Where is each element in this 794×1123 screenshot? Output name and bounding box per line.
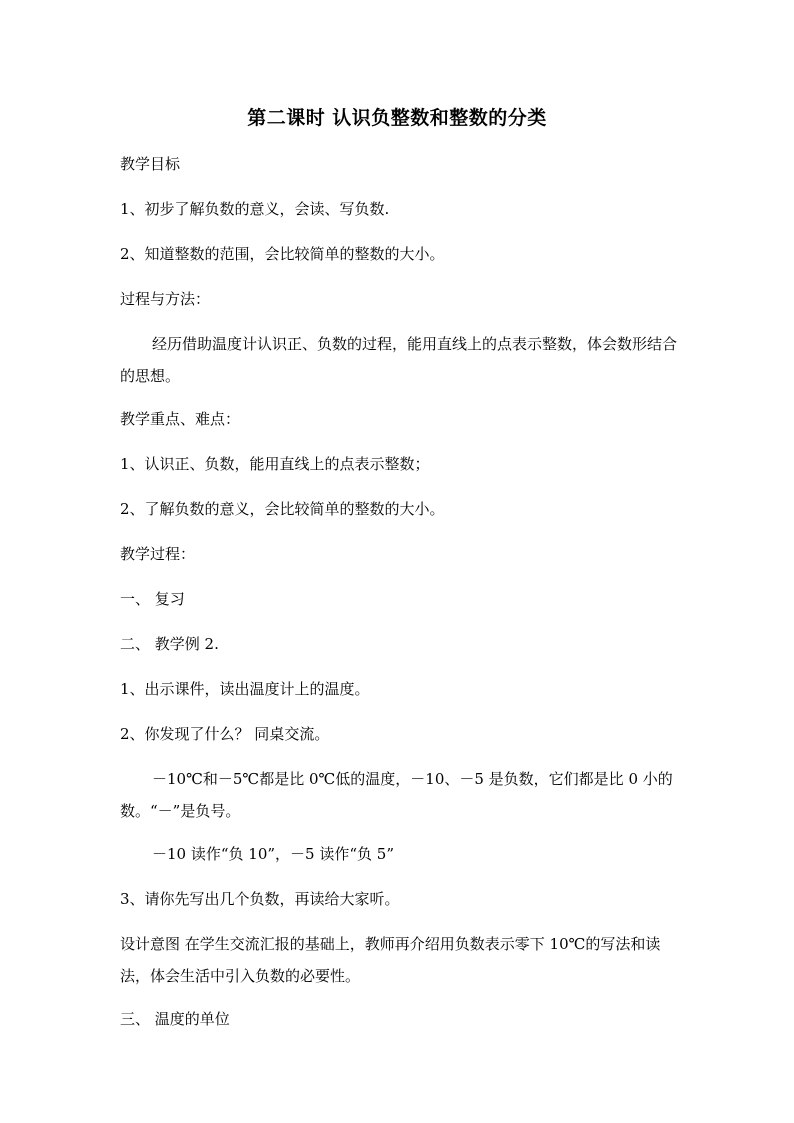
key-point-item-2: 2、了解负数的意义，会比较简单的整数的大小。 (120, 500, 445, 518)
objective-item-2: 2、知道整数的范围，会比较简单的整数的大小。 (120, 245, 445, 263)
objective-item-1: 1、初步了解负数的意义，会读、写负数. (120, 200, 390, 218)
section-heading-key-points: 教学重点、难点： (120, 410, 241, 428)
example-item-2: 2、你发现了什么？ 同桌交流。 (120, 725, 330, 743)
paragraph-design-intent: 设计意图 在学生交流汇报的基础上，教师再介绍用负数表示零下 10℃的写法和读法，体会生活中引入负数的必要性。 (120, 935, 661, 985)
step-heading-example: 二、 教学例 2. (120, 635, 219, 653)
step-heading-temperature-unit: 三、 温度的单位 (120, 1010, 230, 1028)
section-heading-teaching-process: 教学过程： (120, 545, 196, 563)
paragraph-reading-negatives: －10 读作“负 10”，－5 读作“负 5” (152, 845, 395, 863)
example-item-3: 3、请你先写出几个负数，再读给大家听。 (120, 890, 400, 908)
paragraph-process-method: 经历借助温度计认识正、负数的过程，能用直线上的点表示整数，体会数形结合的思想。 (120, 335, 678, 385)
step-heading-review: 一、 复习 (120, 590, 185, 608)
section-heading-process-method: 过程与方法： (120, 290, 211, 308)
example-item-1: 1、出示课件，读出温度计上的温度。 (120, 680, 370, 698)
section-heading-objectives: 教学目标 (120, 155, 181, 173)
key-point-item-1: 1、认识正、负数，能用直线上的点表示整数； (120, 455, 430, 473)
page-title: 第二课时 认识负整数和整数的分类 (247, 107, 547, 129)
paragraph-negative-temperature: －10℃和－5℃都是比 0℃低的温度，－10、－5 是负数，它们都是比 0 小的数。“－”是负号。 (120, 770, 673, 820)
